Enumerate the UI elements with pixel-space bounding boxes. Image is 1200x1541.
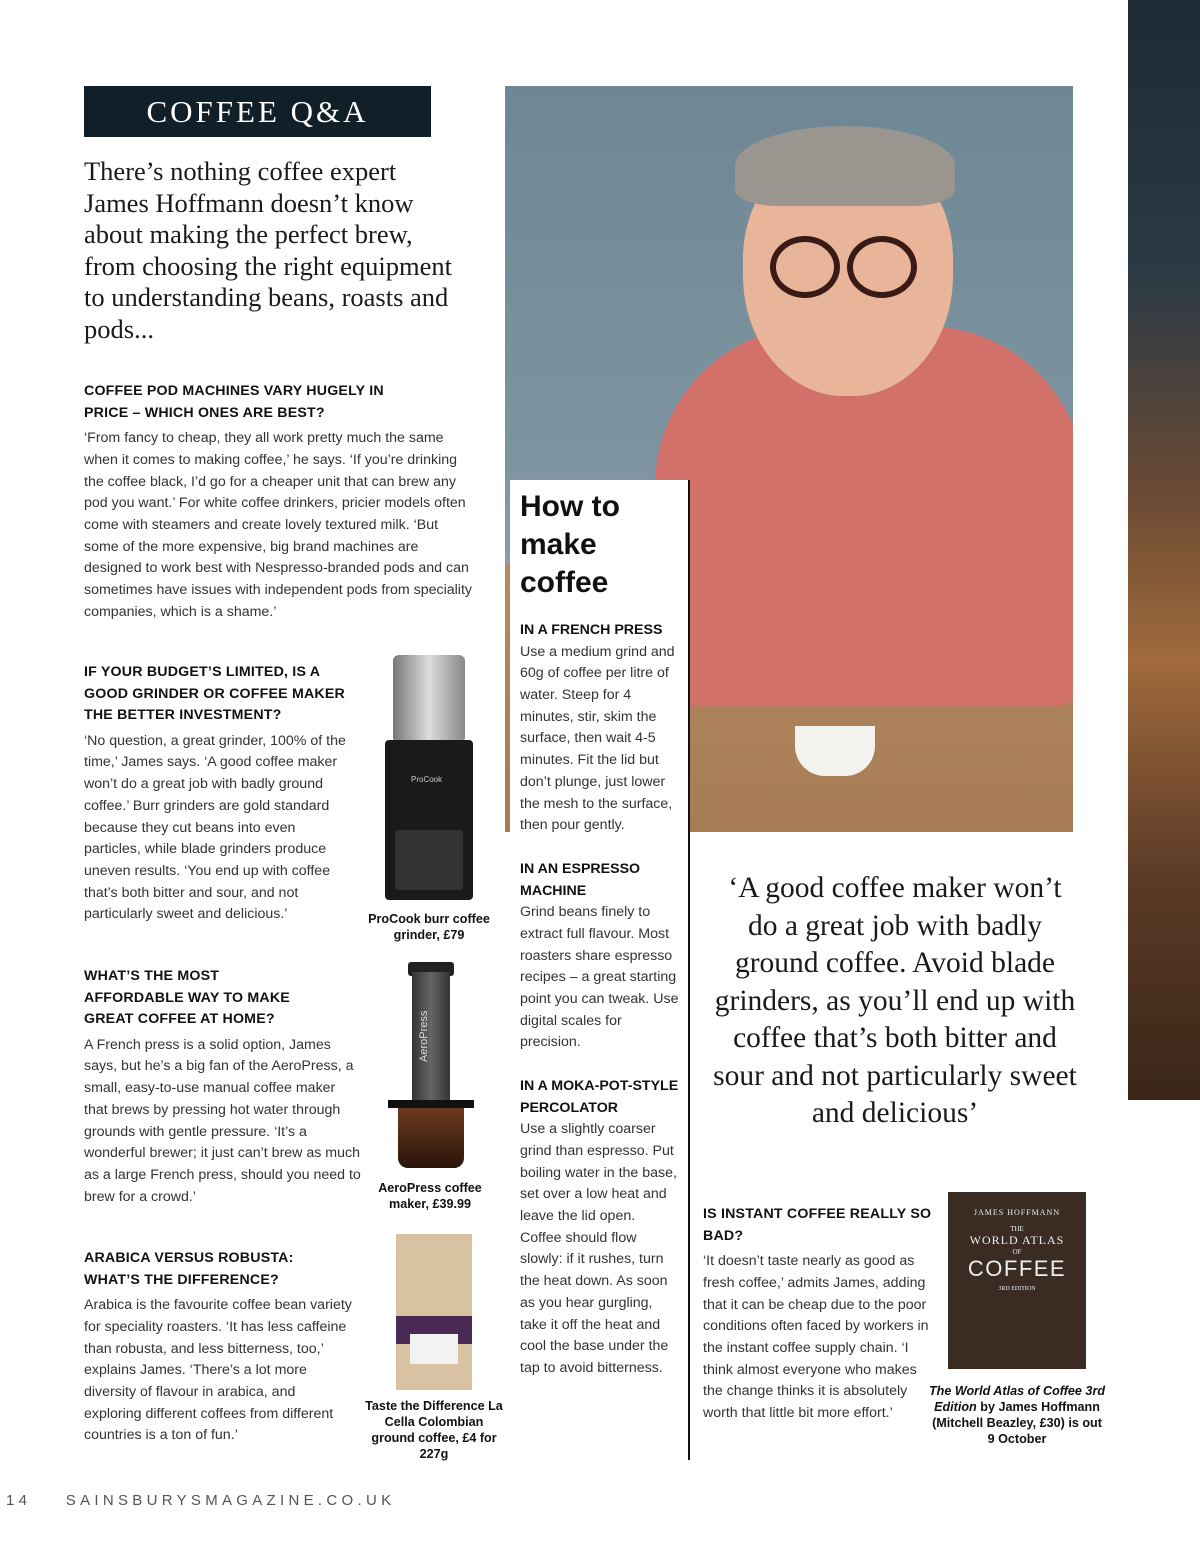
pull-quote: ‘A good coffee maker won’t do a great job with badly ground coffee. Avoid blade grinders, as you’ll end up with coffee that’s both bitter and sour and not particularly sweet and delicious’ (713, 872, 1077, 1129)
qa-item (84, 1248, 352, 1447)
book-edition: 3RD EDITION (998, 1286, 1036, 1292)
question: WHAT’S THE MOST AFFORDABLE WAY TO MAKE GREAT COFFEE AT HOME? (84, 968, 290, 1028)
question: IF YOUR BUDGET’S LIMITED, IS A GOOD GRINDER OR COFFEE MAKER THE BETTER INVESTMENT? (84, 664, 345, 724)
page-number: 14 (6, 1492, 32, 1509)
sidebar-heading: IN A FRENCH PRESS (520, 622, 663, 638)
section-label: COFFEE Q&A (84, 86, 431, 137)
book-the: THE (1010, 1225, 1024, 1233)
qa-item (84, 381, 474, 624)
question: COFFEE POD MACHINES VARY HUGELY IN PRICE – WHICH ONES ARE BEST? (84, 383, 384, 421)
sidebar-heading: IN AN ESPRESSO MACHINE (520, 860, 641, 899)
book-caption-rest: by James Hoffmann (Mitchell Beazley, £30) is out 9 October (932, 1400, 1102, 1446)
coffee-bag-caption: Taste the Difference La Cella Colombian ground coffee, £4 for 227g (365, 1399, 503, 1461)
sidebar-heading: IN A MOKA-POT-STYLE PERCOLATOR (520, 1078, 679, 1116)
qa-item (84, 966, 362, 1208)
book-title: WORLD ATLAS (969, 1233, 1065, 1247)
sidebar-text: Grind beans finely to extract full flavour. Most roasters share espresso recipes – a great starting point you can tweak. Use digital scales for precision. (520, 904, 679, 1051)
question: IS INSTANT COFFEE REALLY SO BAD? (703, 1206, 932, 1244)
sidebar-title: How to make coffee (520, 490, 620, 599)
footer (0, 1492, 395, 1509)
answer: Arabica is the favourite coffee bean variety for speciality roasters. ‘It has less caffeine than robusta, and less bitterness, too,’ explains James. ‘There’s a lot more diversity of flavour in arabica, and exploring different coffees from different countries is a ton of fun.’ (84, 1297, 352, 1444)
book-caption-title: The World Atlas of Coffee 3rd Edition (928, 1384, 1106, 1414)
intro-paragraph: There’s nothing coffee expert James Hoffmann doesn’t know about making the perfect brew, from choosing the right equipment to understanding beans, roasts and pods... (84, 156, 452, 344)
book-caption (928, 1383, 1106, 1447)
qa-item (84, 662, 356, 926)
answer: ‘From fancy to cheap, they all work pretty much the same when it comes to making coffee,’ he says. ‘If you’re drinking the coffee black, I’d go for a cheaper unit that can brew any pod you want.’ For white coffee drinkers, pricier models often come with steamers and create lovely textured milk. ‘But some of the more expensive, big brand machines are designed to work best with Nespresso-branded pods and can sometimes have issues with independent pods from speciality companies, which is a shame.’ (84, 430, 472, 620)
adjacent-page-photo (1128, 0, 1200, 1100)
answer: A French press is a solid option, James says, but he’s a big fan of the AeroPress, a small, easy-to-use manual coffee maker that brews by pressing hot water through grounds with gentle pressure. ‘It’s a wonderful brewer; it just can’t brew as much as a large French press, should you need to brew for a crowd.’ (84, 1036, 361, 1205)
book-coffee: COFFEE (967, 1256, 1067, 1281)
site-url: SAINSBURYSMAGAZINE.CO.UK (65, 1492, 396, 1509)
sidebar-text: Use a slightly coarser grind than espresso. Put boiling water in the base, set over a low heat and leave the lid open. Coffee should flow slowly: if it rushes, turn the heat down. As soon as you hear gurgling, take it off the heat and cool the base under the tap to avoid bitterness. (520, 1121, 677, 1376)
qa-item (703, 1204, 933, 1425)
sidebar-text: Use a medium grind and 60g of coffee per litre of water. Steep for 4 minutes, stir, skim the surface, then wait 4-5 minutes. Fit the lid but don’t plunge, just lower the mesh to the surface, then pour gently. (520, 643, 675, 834)
book-cover (948, 1192, 1086, 1369)
coffee-bag-image (396, 1234, 472, 1390)
answer: ‘No question, a great grinder, 100% of the time,’ James says. ‘A good coffee maker won’t do a great job with badly ground coffee.’ Burr grinders are gold standard because they cut beans into even particles, while blade grinders produce uneven results. ‘You end up with coffee that’s both bitter and sour, and not particularly sweet and delicious.’ (84, 732, 346, 923)
book-author: JAMES HOFFMANN (973, 1208, 1061, 1217)
aeropress-brand: AeroPress (418, 1010, 430, 1062)
aeropress-image (388, 962, 474, 1172)
grinder-brand: ProCook (411, 775, 443, 784)
grinder-image (385, 655, 473, 903)
question: ARABICA VERSUS ROBUSTA: WHAT’S THE DIFFERENCE? (84, 1250, 294, 1288)
how-to-sidebar (510, 480, 690, 1460)
book-of: OF (1012, 1248, 1022, 1256)
aeropress-caption: AeroPress coffee maker, £39.99 (378, 1181, 482, 1211)
answer: ‘It doesn’t taste nearly as good as fresh coffee,’ admits James, adding that it can be cheap due to the poor conditions often faced by workers in the instant coffee supply chain. ‘I think almost everyone who makes the change thinks it is absolutely worth that little bit more effort.’ (703, 1253, 929, 1422)
grinder-caption: ProCook burr coffee grinder, £79 (368, 912, 490, 942)
